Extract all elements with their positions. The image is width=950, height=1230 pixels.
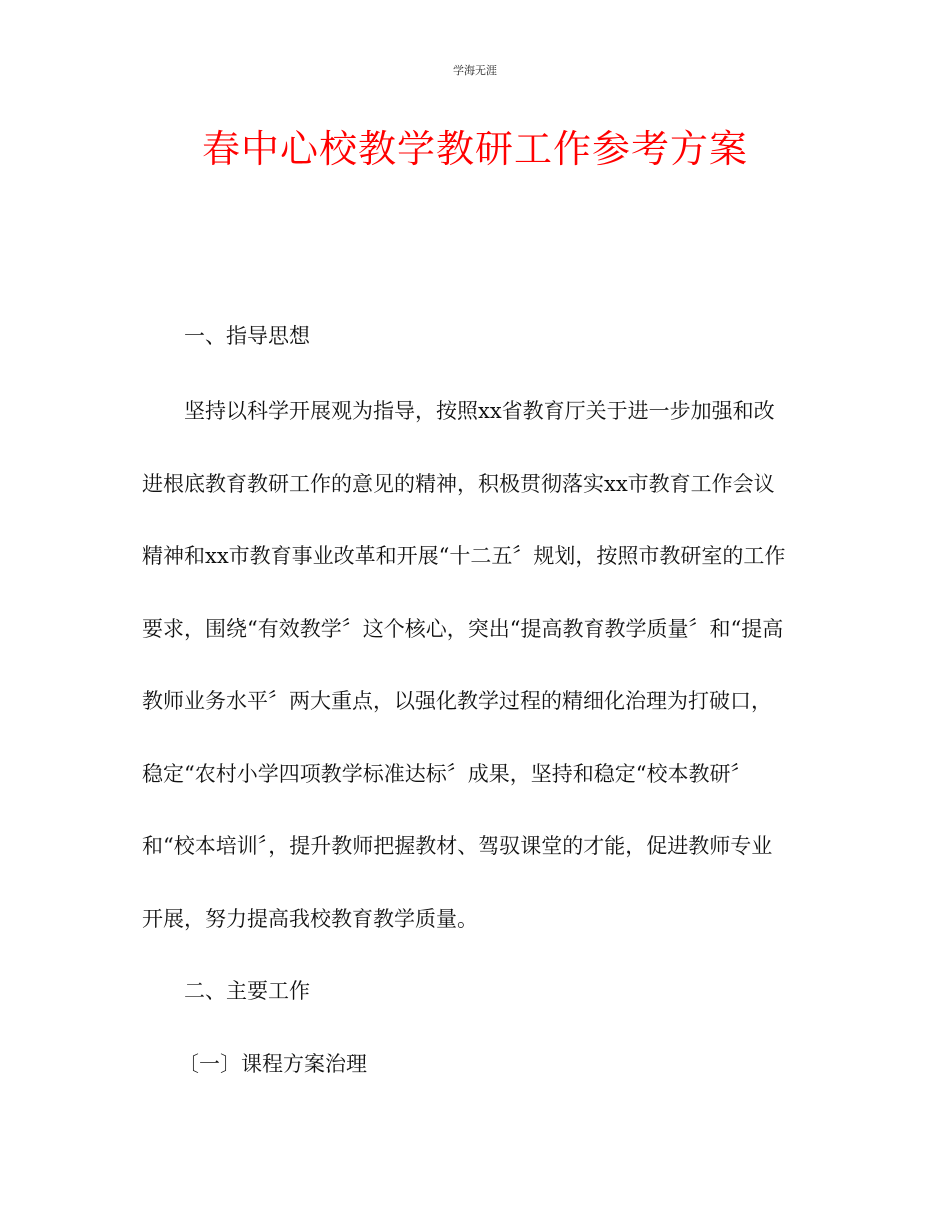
- paragraph-line: 坚持以科学开展观为指导，按照xx省教育厅关于进一步加强和改: [184, 399, 775, 423]
- paragraph-line: 开展，努力提高我校教育教学质量。: [142, 907, 478, 931]
- paragraph-line: 精神和xx市教育事业改革和开展“十二五〞规划，按照市教研室的工作: [142, 544, 786, 568]
- paragraph-line: 要求，围绕“有效教学〞这个核心，突出“提高教育教学质量〞和“提高: [142, 617, 784, 641]
- document-title: 春中心校教学教研工作参考方案: [201, 127, 748, 171]
- subsection-heading-curriculum-plan: 〔一〕课程方案治理: [178, 1052, 367, 1076]
- page-header: 学海无涯: [453, 64, 497, 77]
- section-heading-guiding-ideology: 一、指导思想: [184, 324, 310, 348]
- paragraph-line: 进根底教育教研工作的意见的精神，积极贯彻落实xx市教育工作会议: [142, 472, 775, 496]
- paragraph-line: 教师业务水平〞两大重点，以强化教学过程的精细化治理为打破口，: [142, 689, 772, 713]
- paragraph-line: 和“校本培训〞，提升教师把握教材、驾驭课堂的才能，促进教师专业: [142, 834, 773, 858]
- section-heading-main-work: 二、主要工作: [184, 979, 310, 1003]
- paragraph-line: 稳定“农村小学四项教学标准达标〞成果，坚持和稳定“校本教研〞: [142, 762, 752, 786]
